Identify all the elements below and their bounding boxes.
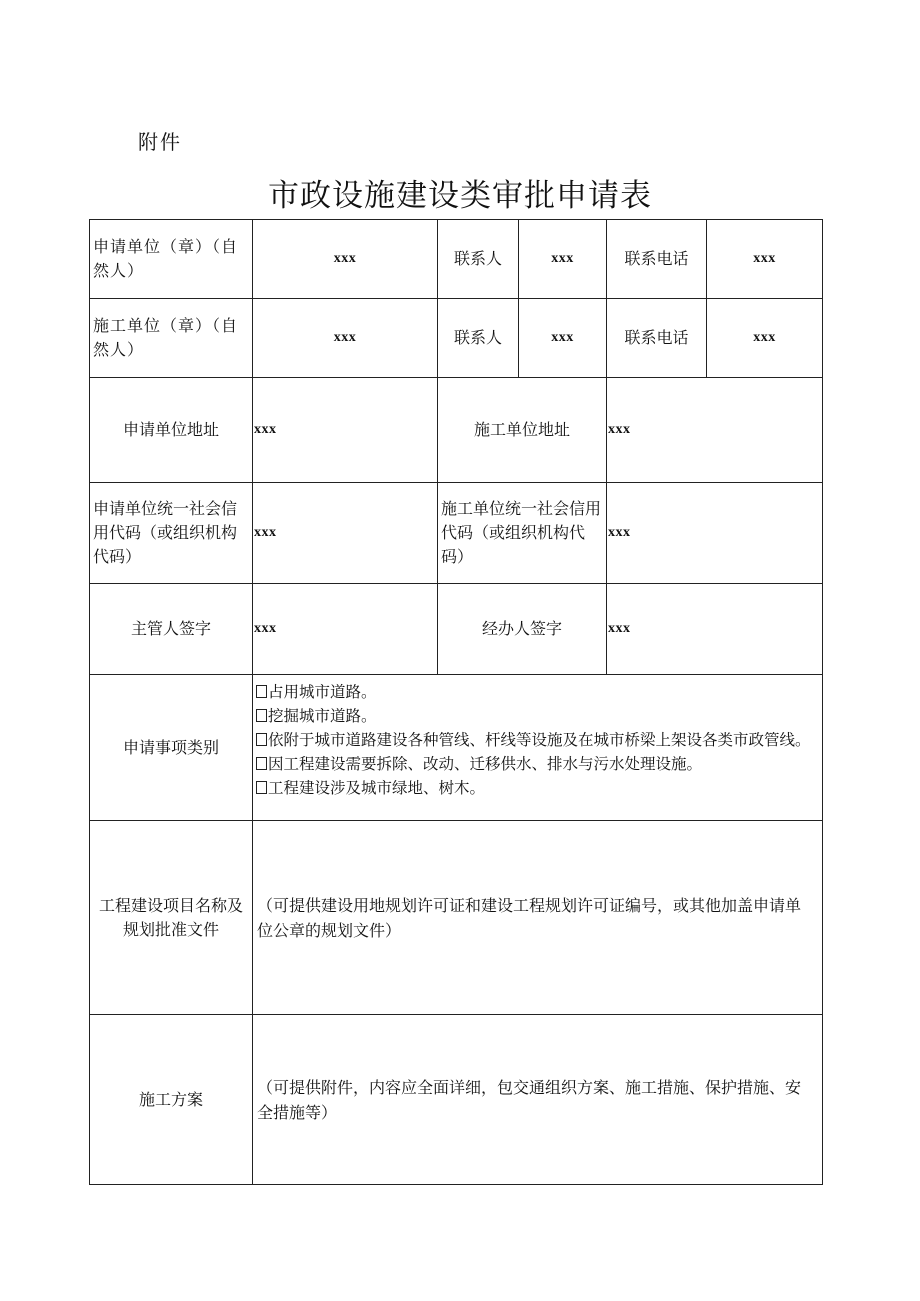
construction-plan-label: 施工方案 [89,1014,253,1185]
applicant-unit-label: 申请单位（章）（自然人） [89,219,253,299]
applicant-credit-code-label: 申请单位统一社会信用代码（或组织机构代码） [89,482,253,584]
checkbox-icon[interactable] [256,757,267,770]
constructor-phone-value[interactable]: xxx [706,298,823,378]
constructor-unit-value[interactable]: xxx [252,298,438,378]
applicant-phone-value[interactable]: xxx [706,219,823,299]
constructor-contact-label: 联系人 [437,298,519,378]
applicant-contact-value[interactable]: xxx [518,219,607,299]
category-option[interactable]: 依附于城市道路建设各种管线、杆线等设施及在城市桥梁上架设各类市政管线。 [256,728,818,752]
category-option[interactable]: 因工程建设需要拆除、改动、迁移供水、排水与污水处理设施。 [256,752,818,776]
constructor-unit-label: 施工单位（章）（自然人） [89,298,253,378]
constructor-address-label: 施工单位地址 [437,377,607,483]
project-name-label: 工程建设项目名称及规划批准文件 [89,820,253,1015]
constructor-phone-label: 联系电话 [606,298,707,378]
constructor-contact-value[interactable]: xxx [518,298,607,378]
checkbox-icon[interactable] [256,709,267,722]
checkbox-icon[interactable] [256,781,267,794]
category-option[interactable]: 占用城市道路。 [256,680,818,704]
construction-plan-note[interactable]: （可提供附件，内容应全面详细，包交通组织方案、施工措施、保护措施、安全措施等） [252,1014,823,1185]
category-option[interactable]: 工程建设涉及城市绿地、树木。 [256,776,818,800]
checkbox-icon[interactable] [256,733,267,746]
constructor-address-value[interactable]: xxx [606,377,823,483]
application-category-label: 申请事项类别 [89,674,253,821]
project-name-note[interactable]: （可提供建设用地规划许可证和建设工程规划许可证编号，或其他加盖申请单位公章的规划文件） [252,820,823,1015]
supervisor-signature-label: 主管人签字 [89,583,253,675]
applicant-address-label: 申请单位地址 [89,377,253,483]
handler-signature-label: 经办人签字 [437,583,607,675]
applicant-unit-value[interactable]: xxx [252,219,438,299]
attachment-label: 附件 [138,130,182,154]
constructor-credit-code-label: 施工单位统一社会信用代码（或组织机构代码） [437,482,607,584]
category-option[interactable]: 挖掘城市道路。 [256,704,818,728]
application-category-options [252,674,823,821]
handler-signature-value[interactable]: xxx [606,583,823,675]
applicant-contact-label: 联系人 [437,219,519,299]
supervisor-signature-value[interactable]: xxx [252,583,438,675]
checkbox-icon[interactable] [256,685,267,698]
constructor-credit-code-value[interactable]: xxx [606,482,823,584]
applicant-phone-label: 联系电话 [606,219,707,299]
form-title: 市政设施建设类审批申请表 [268,178,652,214]
applicant-address-value[interactable]: xxx [252,377,438,483]
applicant-credit-code-value[interactable]: xxx [252,482,438,584]
